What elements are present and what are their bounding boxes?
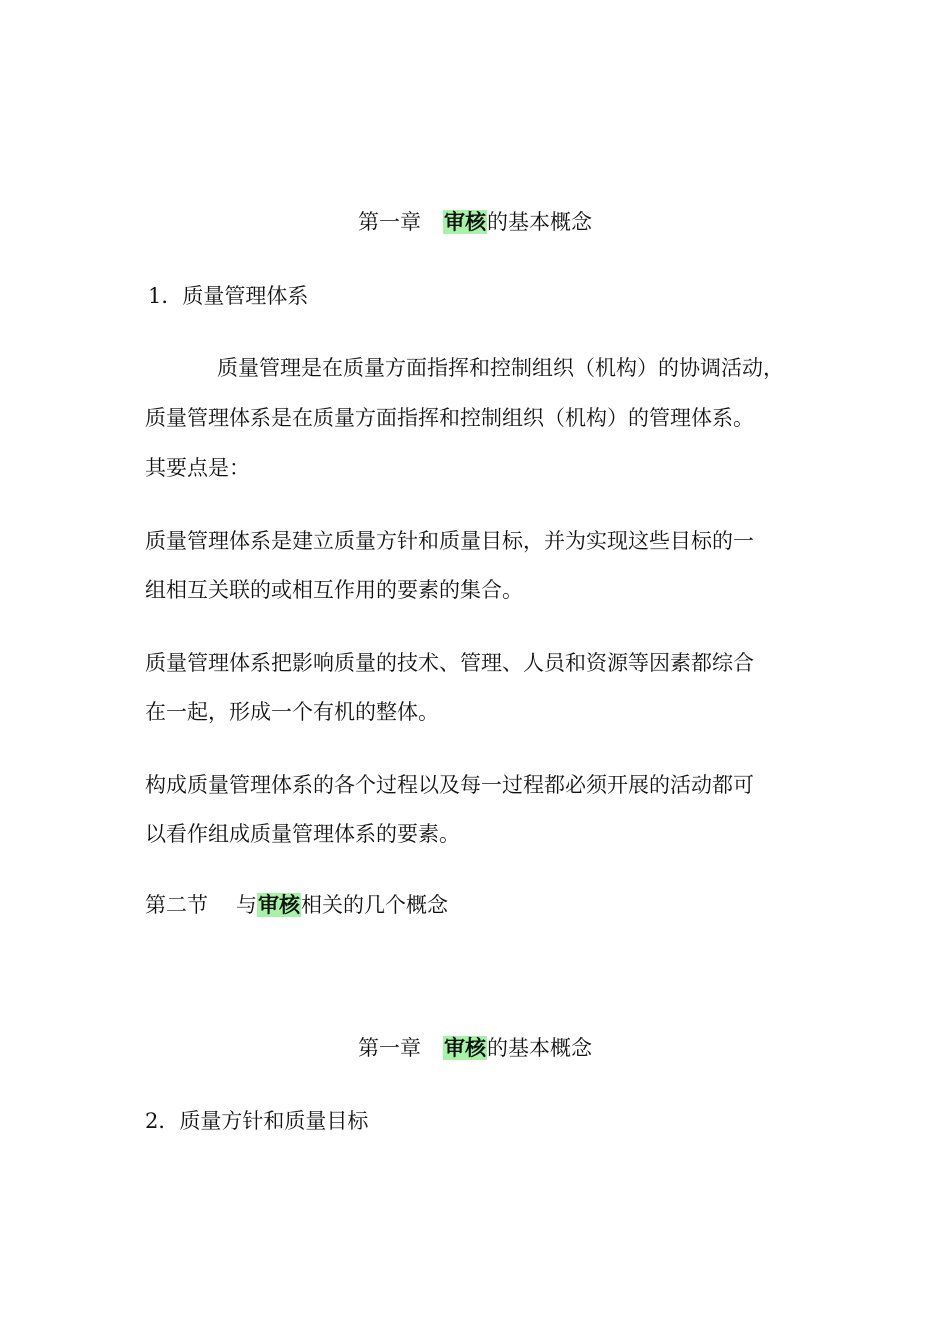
item-heading-1: 1．质量管理体系 (148, 284, 309, 308)
highlighted-keyword: 审核 (444, 210, 486, 234)
paragraph-2-line-1: 质量管理体系是建立质量方针和质量目标，并为实现这些目标的一 (145, 529, 754, 553)
highlighted-keyword: 审核 (444, 1036, 486, 1060)
item-heading-2: 2．质量方针和质量目标 (145, 1109, 369, 1133)
chapter-heading-1 (0, 209, 950, 235)
chapter-prefix: 第一章 (358, 1036, 421, 1060)
paragraph-3-line-1: 质量管理体系把影响质量的技术、管理、人员和资源等因素都综合 (145, 651, 754, 675)
section-label: 第二节 (145, 893, 208, 917)
paragraph-text: 质量管理是在质量方面指挥和控制组织（机构）的协调活动， (217, 356, 784, 380)
paragraph-1-line-1 (145, 355, 784, 381)
paragraph-3-line-2: 在一起，形成一个有机的整体。 (145, 700, 439, 724)
paragraph-4-line-1: 构成质量管理体系的各个过程以及每一过程都必须开展的活动都可 (145, 773, 754, 797)
paragraph-2-line-2: 组相互关联的或相互作用的要素的集合。 (145, 578, 523, 602)
paragraph-1-line-3: 其要点是： (145, 456, 250, 480)
chapter-heading-2 (0, 1035, 950, 1061)
section-heading-2 (145, 892, 448, 918)
highlighted-keyword: 审核 (258, 893, 300, 917)
paragraph-1-line-2: 质量管理体系是在质量方面指挥和控制组织（机构）的管理体系。 (145, 406, 754, 430)
section-suffix: 相关的几个概念 (301, 893, 448, 917)
paragraph-4-line-2: 以看作组成质量管理体系的要素。 (145, 822, 460, 846)
section-prefix: 与 (236, 893, 257, 917)
chapter-suffix: 的基本概念 (487, 1036, 592, 1060)
chapter-prefix: 第一章 (358, 210, 421, 234)
chapter-suffix: 的基本概念 (487, 210, 592, 234)
